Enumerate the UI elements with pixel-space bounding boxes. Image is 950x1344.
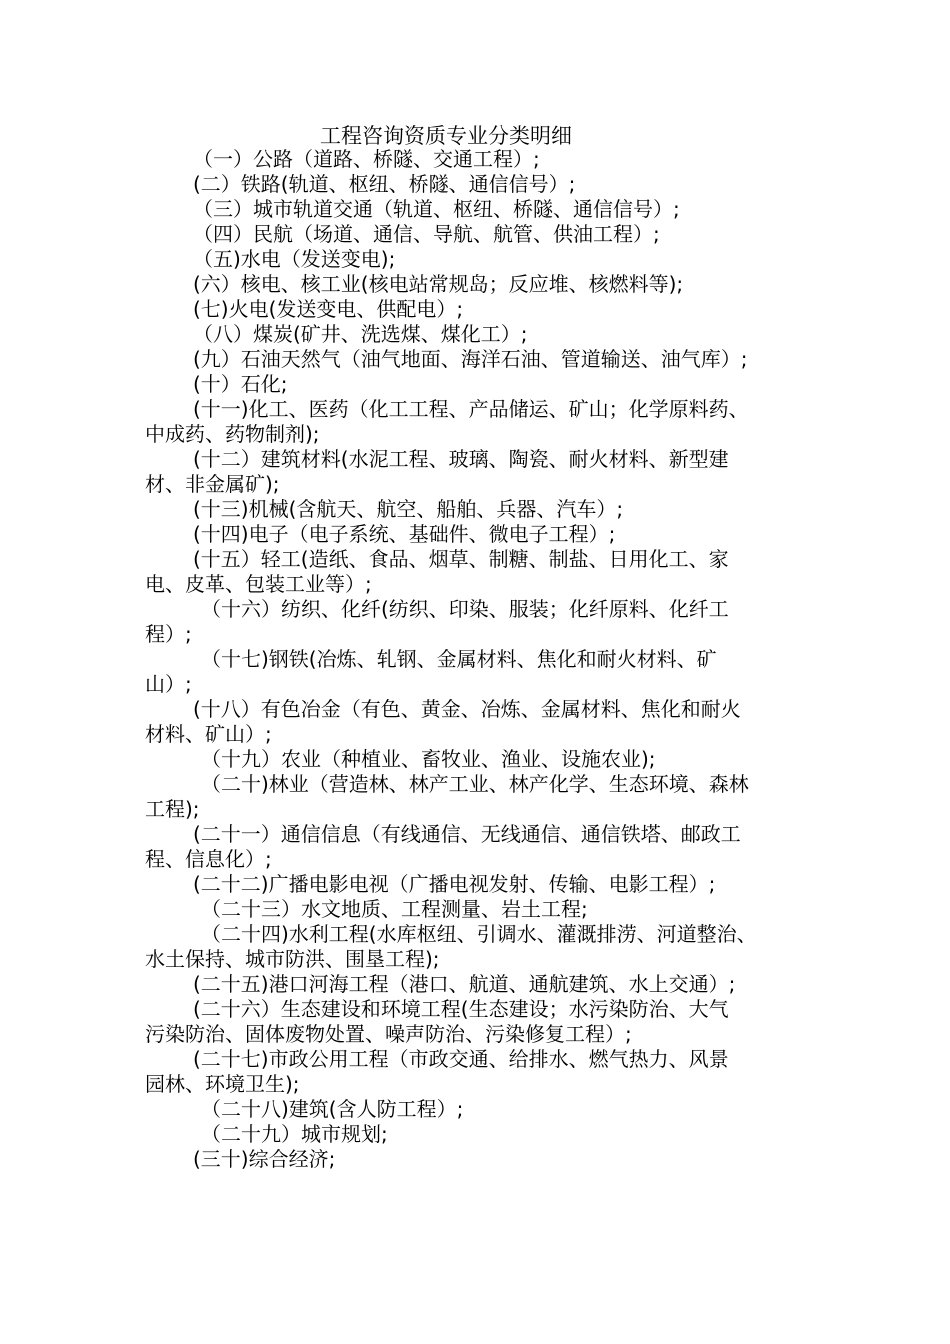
category-line: (九）石油天然气（油气地面、海洋石油、管道输送、油气库）;	[193, 347, 748, 371]
category-line: (十）石化;	[193, 372, 288, 396]
category-line: (七)火电(发送变电、供配电）;	[193, 297, 464, 321]
category-line: （二十八)建筑(含人防工程）;	[201, 1097, 464, 1121]
category-line: （三）城市轨道交通（轨道、枢纽、桥隧、通信信号）;	[193, 197, 680, 221]
category-line: (二）铁路(轨道、枢纽、桥隧、通信信号）;	[193, 172, 576, 196]
category-line-continuation: 材料、矿山）;	[145, 722, 272, 746]
category-line-continuation: 污染防治、固体废物处置、噪声防治、污染修复工程）;	[145, 1022, 632, 1046]
category-line: (十五）轻工(造纸、食品、烟草、制糖、制盐、日用化工、家	[193, 547, 729, 571]
category-line: （十九）农业（种植业、畜牧业、渔业、设施农业);	[201, 747, 656, 771]
category-line: (二十七)市政公用工程（市政交通、给排水、燃气热力、风景	[193, 1047, 729, 1071]
category-line: (二十六）生态建设和环境工程(生态建设；水污染防治、大气	[193, 997, 729, 1021]
category-line-continuation: 程）;	[145, 622, 192, 646]
category-line: (十二）建筑材料(水泥工程、玻璃、陶瓷、耐火材料、新型建	[193, 447, 729, 471]
category-line-continuation: 园林、环境卫生);	[145, 1072, 300, 1096]
category-line: (二十五)港口河海工程（港口、航道、通航建筑、水上交通）;	[193, 972, 736, 996]
category-line-continuation: 电、皮革、包装工业等）;	[145, 572, 372, 596]
category-line: （二十九）城市规划;	[201, 1122, 388, 1146]
category-line: （十六）纺织、化纤(纺织、印染、服装；化纤原料、化纤工	[201, 597, 729, 621]
category-line: (二十二)广播电影电视（广播电视发射、传输、电影工程）;	[193, 872, 716, 896]
category-line: （十七)钢铁(冶炼、轧钢、金属材料、焦化和耐火材料、矿	[201, 647, 717, 671]
category-line-continuation: 程、信息化）;	[145, 847, 272, 871]
category-line: (二十一）通信信息（有线通信、无线通信、通信铁塔、邮政工	[193, 822, 741, 846]
category-line: （二十三）水文地质、工程测量、岩土工程;	[201, 897, 588, 921]
category-line: （二十四)水利工程(水库枢纽、引调水、灌溉排涝、河道整治、	[201, 922, 757, 946]
category-line: （五)水电（发送变电);	[193, 247, 396, 271]
category-line: (三十)综合经济;	[193, 1147, 336, 1171]
document-body	[145, 147, 825, 1172]
category-line: （八）煤炭(矿井、洗选煤、煤化工）;	[193, 322, 528, 346]
category-line: (十四)电子（电子系统、基础件、微电子工程）;	[193, 522, 616, 546]
category-line-continuation: 中成药、药物制剂);	[145, 422, 320, 446]
category-line-continuation: 工程);	[145, 797, 200, 821]
document-title: 工程咨询资质专业分类明细	[320, 124, 572, 148]
category-line-continuation: 材、非金属矿);	[145, 472, 280, 496]
category-line: （一）公路（道路、桥隧、交通工程）;	[193, 147, 540, 171]
category-line: (六）核电、核工业(核电站常规岛；反应堆、核燃料等);	[193, 272, 684, 296]
category-line: (十八）有色冶金（有色、黄金、冶炼、金属材料、焦化和耐火	[193, 697, 741, 721]
category-line: (十三)机械(含航天、航空、船舶、兵器、汽车）;	[193, 497, 624, 521]
category-line: （四）民航（场道、通信、导航、航管、供油工程）;	[193, 222, 660, 246]
category-line: (十一)化工、医药（化工工程、产品储运、矿山；化学原料药、	[193, 397, 749, 421]
category-line-continuation: 山）;	[145, 672, 192, 696]
category-line-continuation: 水土保持、城市防洪、围垦工程);	[145, 947, 440, 971]
category-line: （二十)林业（营造林、林产工业、林产化学、生态环境、森林	[201, 772, 749, 796]
